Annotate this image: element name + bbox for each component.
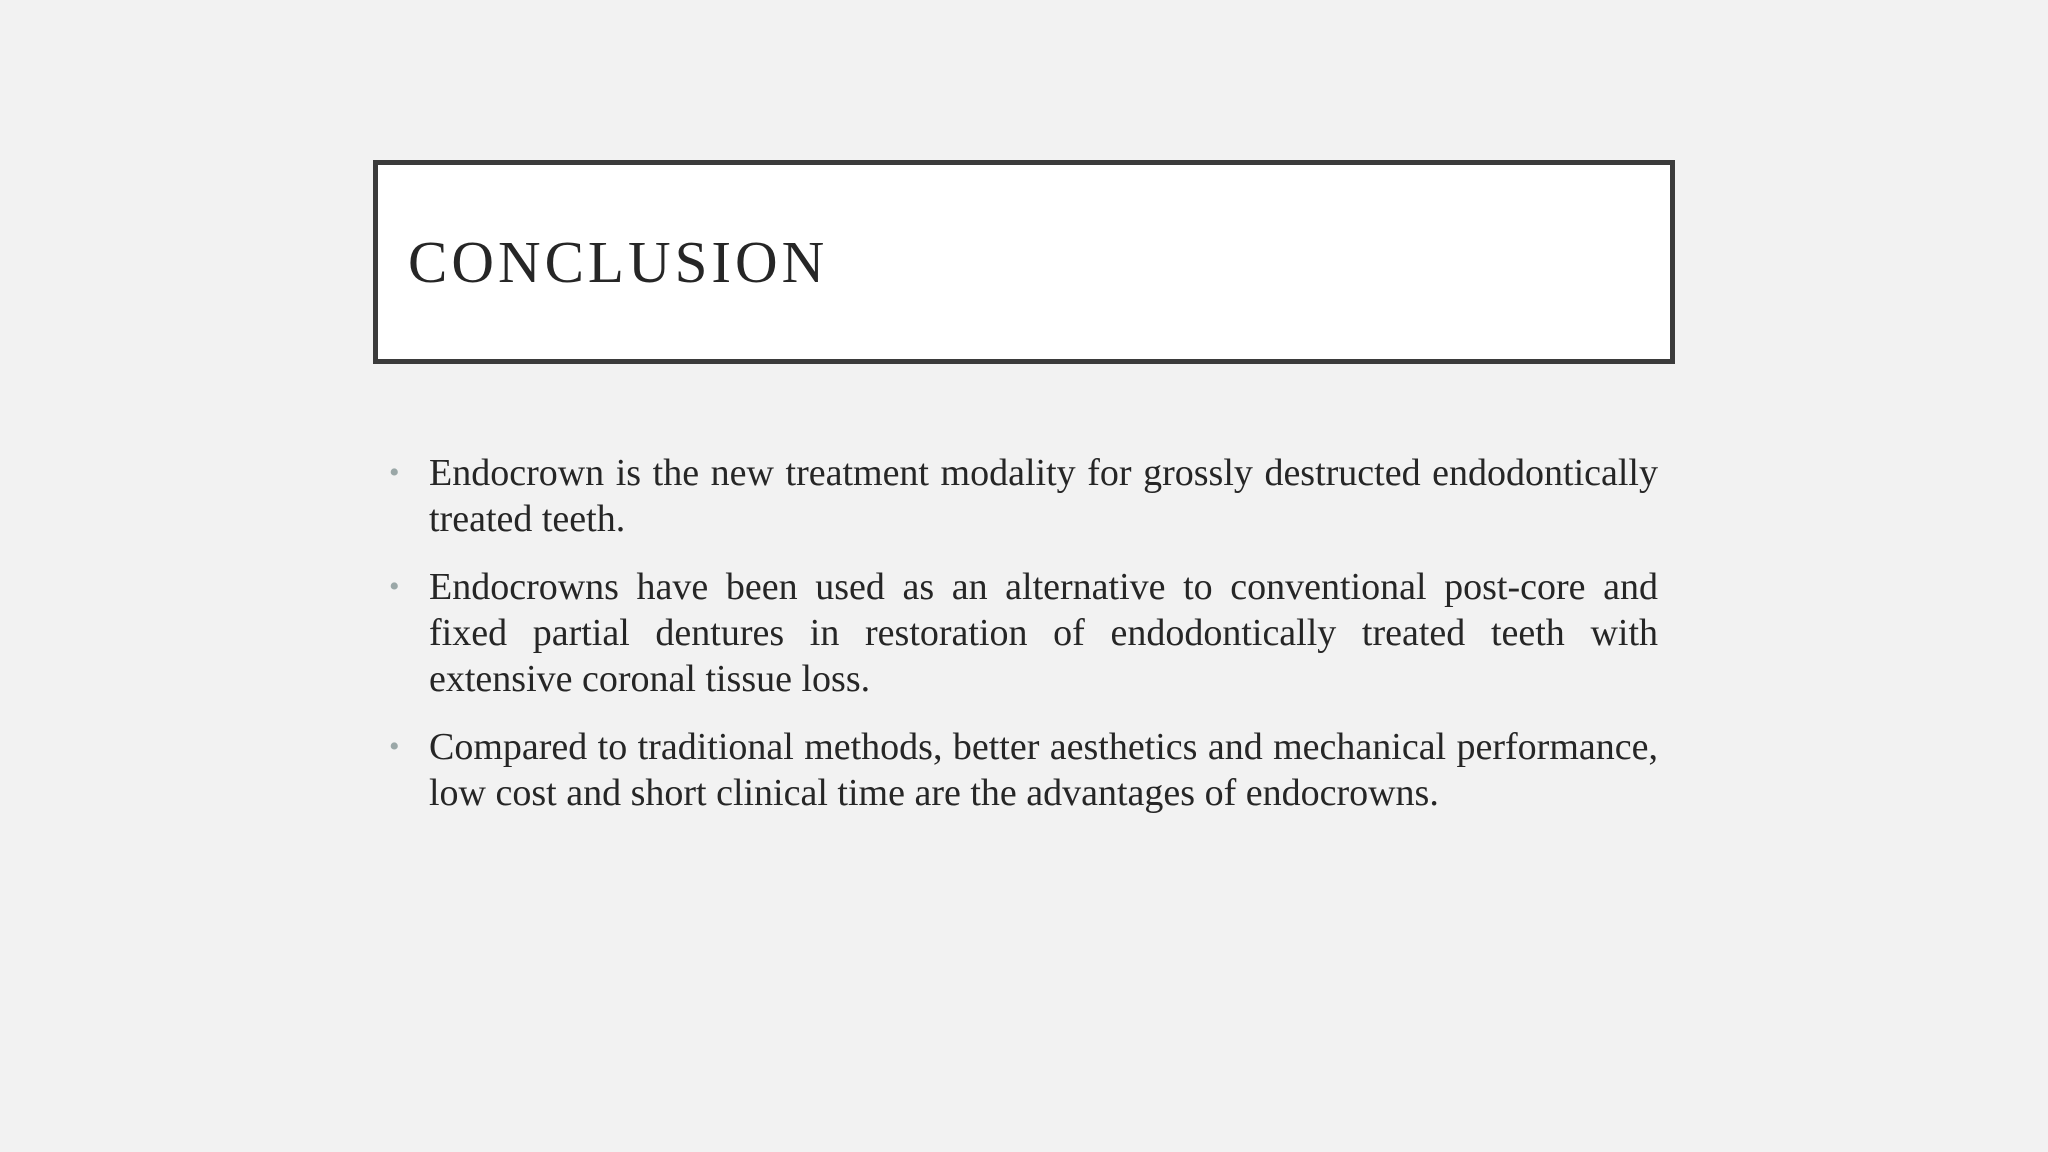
bullet-icon: • — [389, 730, 400, 763]
bullet-text: Endocrowns have been used as an alternative to conventional post-core and fixed partial dentures in restoration of endodontically treated teeth with extensive coronal tissue loss. — [429, 566, 1658, 700]
bullet-item — [383, 564, 1658, 702]
bullet-list — [383, 450, 1658, 838]
bullet-item — [383, 450, 1658, 542]
bullet-icon: • — [389, 570, 400, 603]
title-box — [373, 160, 1675, 364]
bullet-text: Endocrown is the new treatment modality for grossly destructed endodontically treated teeth. — [429, 452, 1658, 540]
bullet-item — [383, 724, 1658, 816]
slide-title: CONCLUSION — [408, 229, 829, 295]
bullet-text: Compared to traditional methods, better aesthetics and mechanical performance, low cost and short clinical time are the advantages of endocrowns. — [429, 726, 1658, 814]
bullet-icon: • — [389, 456, 400, 489]
